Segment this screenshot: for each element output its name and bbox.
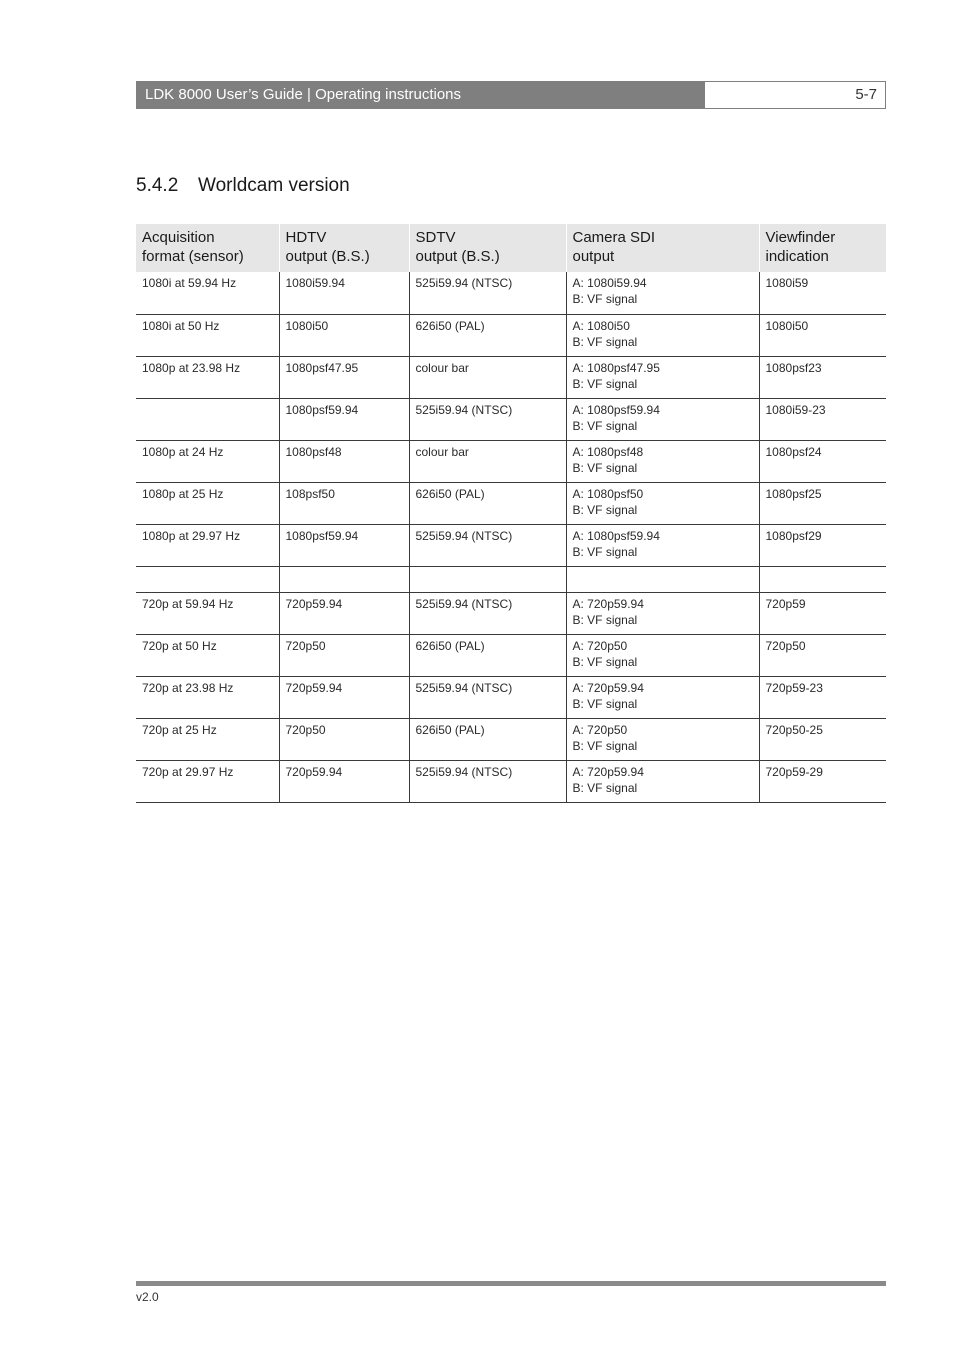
cell-acquisition bbox=[136, 398, 279, 440]
cell-viewfinder: 720p50 bbox=[759, 634, 886, 676]
cell-camera-sdi: A: 1080psf59.94 B: VF signal bbox=[566, 524, 759, 566]
cell-hdtv: 1080i50 bbox=[279, 314, 409, 356]
cell-camera-sdi: A: 1080i50 B: VF signal bbox=[566, 314, 759, 356]
cell-hdtv: 720p50 bbox=[279, 718, 409, 760]
cell-viewfinder: 720p59 bbox=[759, 592, 886, 634]
cell-camera-sdi: A: 720p59.94 B: VF signal bbox=[566, 676, 759, 718]
cell-viewfinder: 1080i50 bbox=[759, 314, 886, 356]
table-row bbox=[136, 440, 886, 482]
cell-camera-sdi: A: 1080psf59.94 B: VF signal bbox=[566, 398, 759, 440]
document-version: v2.0 bbox=[136, 1290, 159, 1304]
cell-acquisition: 720p at 50 Hz bbox=[136, 634, 279, 676]
table-row bbox=[136, 718, 886, 760]
footer-rule bbox=[136, 1281, 886, 1286]
table-row bbox=[136, 314, 886, 356]
cell-hdtv: 1080psf48 bbox=[279, 440, 409, 482]
cell-camera-sdi: A: 720p59.94 B: VF signal bbox=[566, 760, 759, 802]
cell-viewfinder: 1080i59 bbox=[759, 272, 886, 314]
cell-viewfinder: 1080psf24 bbox=[759, 440, 886, 482]
cell-sdtv: 525i59.94 (NTSC) bbox=[409, 524, 566, 566]
cell-sdtv: colour bar bbox=[409, 356, 566, 398]
cell-acquisition: 720p at 23.98 Hz bbox=[136, 676, 279, 718]
table-row bbox=[136, 592, 886, 634]
cell-sdtv: 626i50 (PAL) bbox=[409, 482, 566, 524]
cell-empty bbox=[136, 566, 279, 592]
cell-hdtv: 720p59.94 bbox=[279, 760, 409, 802]
cell-hdtv: 720p50 bbox=[279, 634, 409, 676]
col-header-hdtv: HDTV output (B.S.) bbox=[279, 224, 409, 272]
cell-camera-sdi: A: 1080psf48 B: VF signal bbox=[566, 440, 759, 482]
cell-sdtv: 525i59.94 (NTSC) bbox=[409, 398, 566, 440]
table-row-spacer bbox=[136, 566, 886, 592]
cell-acquisition: 1080p at 24 Hz bbox=[136, 440, 279, 482]
cell-empty bbox=[409, 566, 566, 592]
table-row bbox=[136, 398, 886, 440]
cell-viewfinder: 1080i59-23 bbox=[759, 398, 886, 440]
cell-viewfinder: 1080psf25 bbox=[759, 482, 886, 524]
cell-sdtv: colour bar bbox=[409, 440, 566, 482]
table-row bbox=[136, 482, 886, 524]
cell-camera-sdi: A: 720p50 B: VF signal bbox=[566, 718, 759, 760]
cell-camera-sdi: A: 1080psf47.95 B: VF signal bbox=[566, 356, 759, 398]
cell-empty bbox=[279, 566, 409, 592]
cell-hdtv: 1080psf59.94 bbox=[279, 398, 409, 440]
table-row bbox=[136, 272, 886, 314]
cell-sdtv: 525i59.94 (NTSC) bbox=[409, 272, 566, 314]
col-header-camera-sdi: Camera SDI output bbox=[566, 224, 759, 272]
cell-acquisition: 1080p at 25 Hz bbox=[136, 482, 279, 524]
cell-acquisition: 1080i at 59.94 Hz bbox=[136, 272, 279, 314]
page-number: 5-7 bbox=[704, 81, 886, 109]
cell-acquisition: 1080p at 23.98 Hz bbox=[136, 356, 279, 398]
cell-sdtv: 525i59.94 (NTSC) bbox=[409, 676, 566, 718]
section-number: 5.4.2 bbox=[136, 175, 179, 196]
table-row bbox=[136, 356, 886, 398]
section-heading bbox=[136, 175, 350, 197]
cell-viewfinder: 720p59-29 bbox=[759, 760, 886, 802]
cell-empty bbox=[759, 566, 886, 592]
col-header-sdtv: SDTV output (B.S.) bbox=[409, 224, 566, 272]
cell-acquisition: 720p at 29.97 Hz bbox=[136, 760, 279, 802]
section-title: Worldcam version bbox=[198, 175, 350, 196]
table-row bbox=[136, 676, 886, 718]
cell-sdtv: 626i50 (PAL) bbox=[409, 634, 566, 676]
table-row bbox=[136, 524, 886, 566]
cell-camera-sdi: A: 1080psf50 B: VF signal bbox=[566, 482, 759, 524]
cell-sdtv: 525i59.94 (NTSC) bbox=[409, 592, 566, 634]
cell-viewfinder: 1080psf23 bbox=[759, 356, 886, 398]
cell-empty bbox=[566, 566, 759, 592]
page-header bbox=[136, 81, 886, 109]
table-row bbox=[136, 760, 886, 802]
cell-acquisition: 1080p at 29.97 Hz bbox=[136, 524, 279, 566]
cell-camera-sdi: A: 1080i59.94 B: VF signal bbox=[566, 272, 759, 314]
cell-camera-sdi: A: 720p50 B: VF signal bbox=[566, 634, 759, 676]
cell-hdtv: 108psf50 bbox=[279, 482, 409, 524]
cell-acquisition: 720p at 59.94 Hz bbox=[136, 592, 279, 634]
cell-sdtv: 626i50 (PAL) bbox=[409, 718, 566, 760]
header-title: LDK 8000 User’s Guide | Operating instructions bbox=[136, 81, 704, 109]
cell-sdtv: 525i59.94 (NTSC) bbox=[409, 760, 566, 802]
table-header-row bbox=[136, 224, 886, 272]
cell-viewfinder: 1080psf29 bbox=[759, 524, 886, 566]
cell-viewfinder: 720p50-25 bbox=[759, 718, 886, 760]
cell-hdtv: 1080psf47.95 bbox=[279, 356, 409, 398]
cell-hdtv: 720p59.94 bbox=[279, 592, 409, 634]
cell-acquisition: 1080i at 50 Hz bbox=[136, 314, 279, 356]
cell-acquisition: 720p at 25 Hz bbox=[136, 718, 279, 760]
col-header-viewfinder: Viewfinder indication bbox=[759, 224, 886, 272]
cell-camera-sdi: A: 720p59.94 B: VF signal bbox=[566, 592, 759, 634]
cell-hdtv: 1080i59.94 bbox=[279, 272, 409, 314]
worldcam-format-table bbox=[136, 224, 886, 803]
cell-hdtv: 1080psf59.94 bbox=[279, 524, 409, 566]
col-header-acquisition: Acquisition format (sensor) bbox=[136, 224, 279, 272]
table-row bbox=[136, 634, 886, 676]
cell-sdtv: 626i50 (PAL) bbox=[409, 314, 566, 356]
cell-viewfinder: 720p59-23 bbox=[759, 676, 886, 718]
cell-hdtv: 720p59.94 bbox=[279, 676, 409, 718]
